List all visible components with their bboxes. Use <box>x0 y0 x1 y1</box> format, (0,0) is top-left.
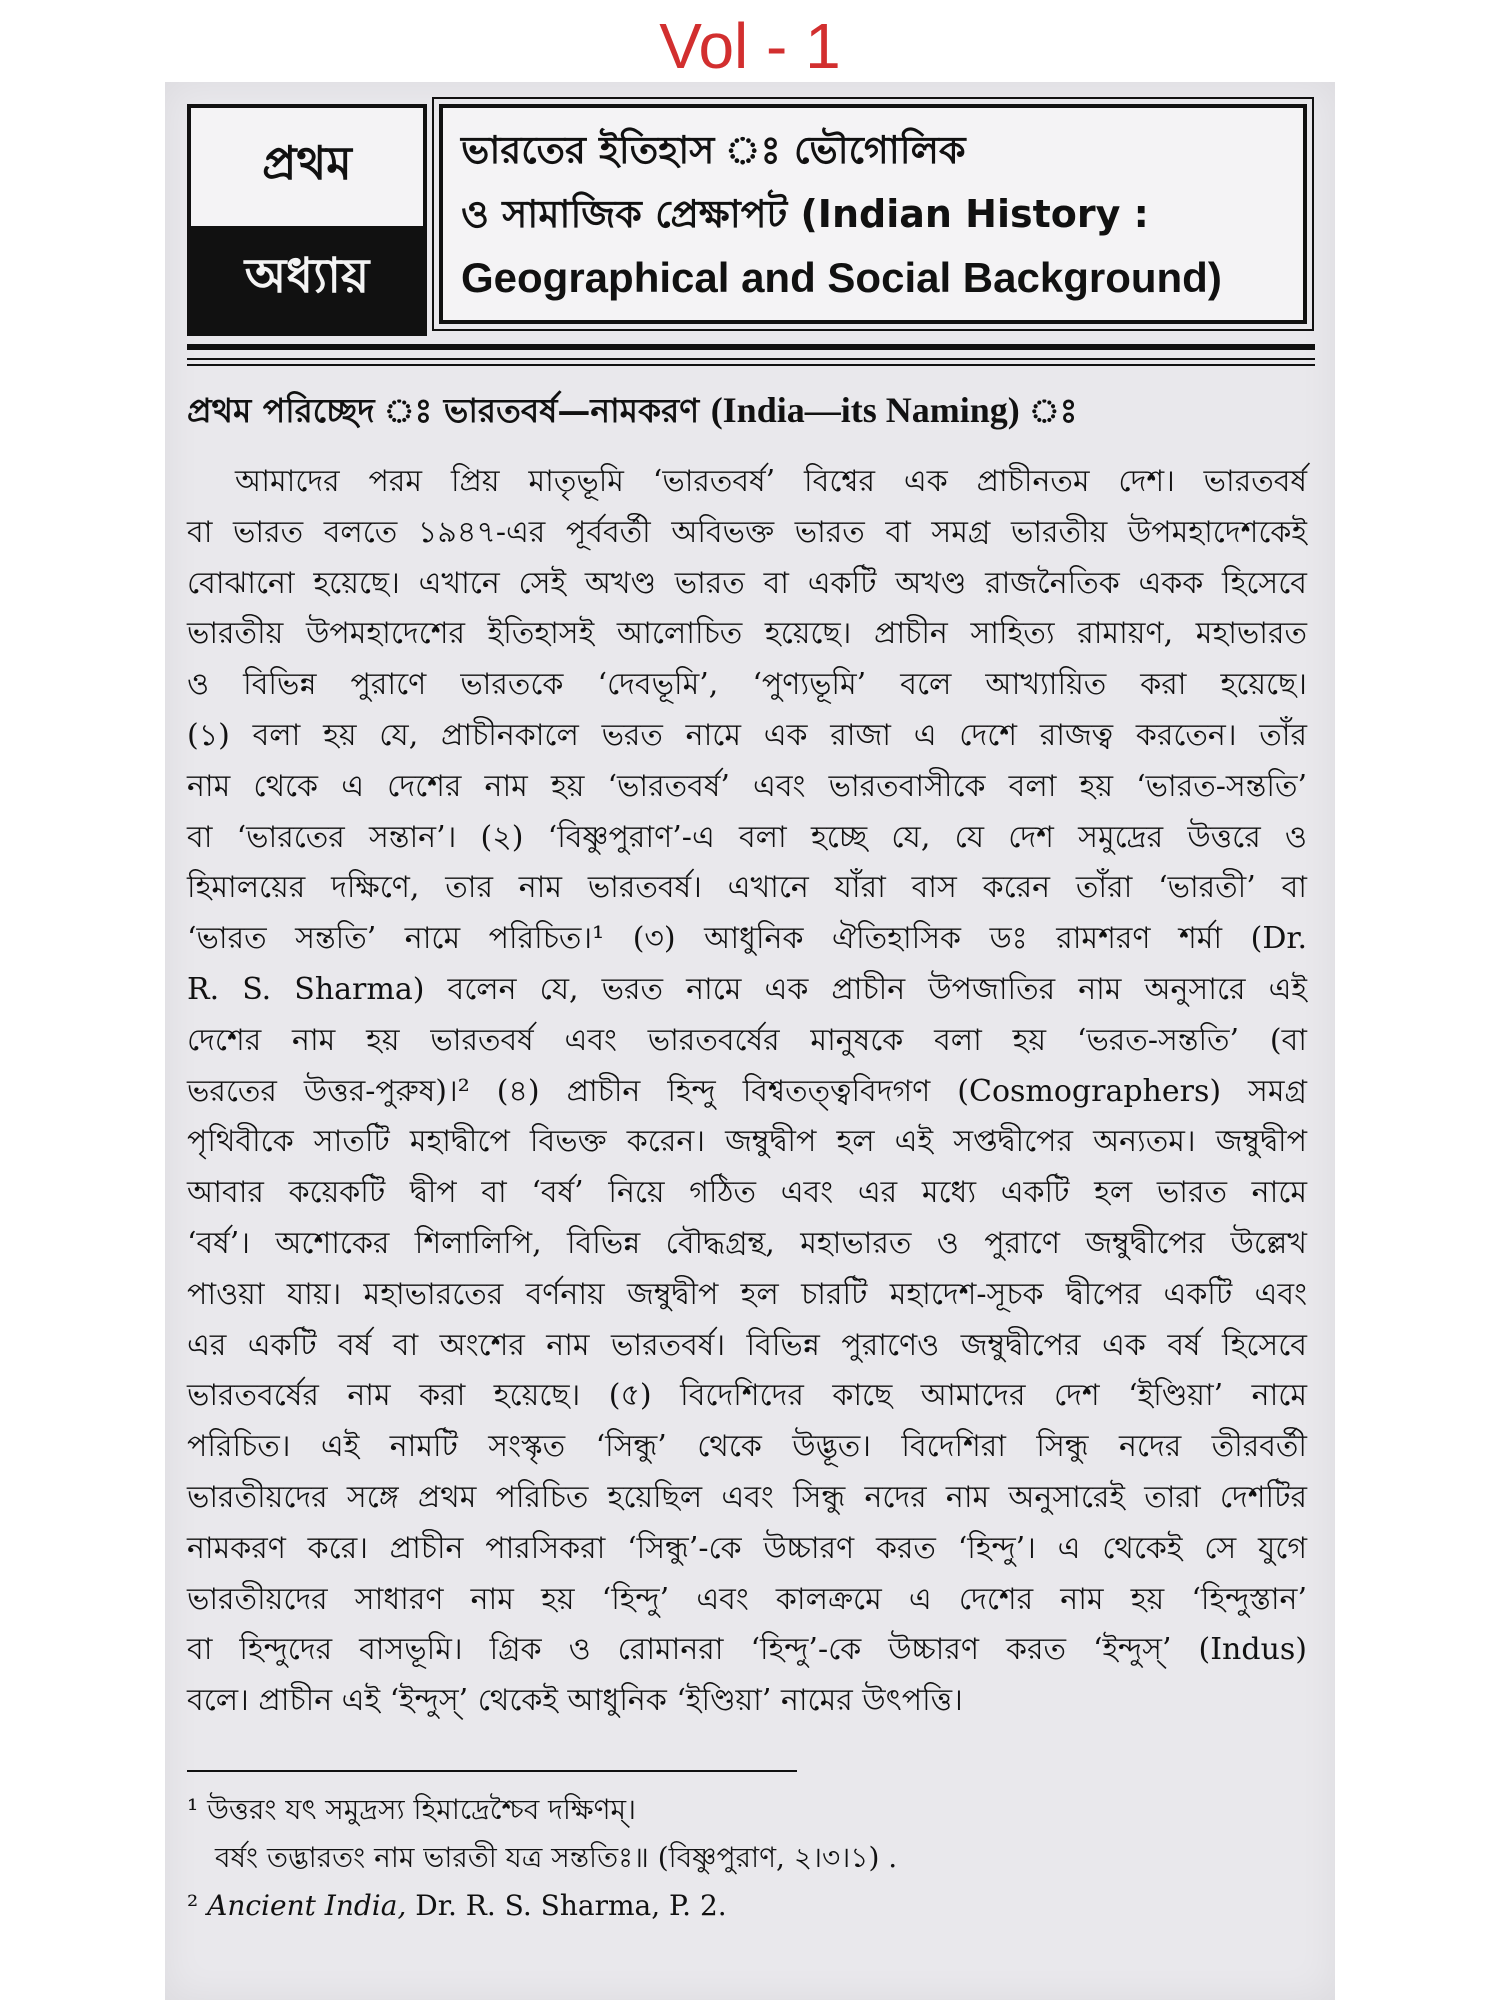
footnote-2-rest: Dr. R. S. Sharma, P. 2. <box>406 1889 727 1922</box>
body-line: হিমালয়ের দক্ষিণে, তার নাম ভারতবর্ষ। এখানে যাঁরা বাস করেন তাঁরা ‘ভারতী’ বা <box>187 870 1307 906</box>
chapter-title-line-3: Geographical and Social Background) <box>461 254 1222 301</box>
body-line: বা ভারত বলতে ১৯৪৭-এর পূর্ববর্তী অবিভক্ত ভারত বা সমগ্র ভারতীয় উপমহাদেশকেই <box>187 514 1307 550</box>
footnotes <box>187 1770 1315 1930</box>
header-divider-thin-2 <box>187 364 1315 366</box>
body-line: R. S. Sharma) বলেন যে, ভরত নামে এক প্রাচীন উপজাতির নাম অনুসারে এই <box>187 971 1307 1007</box>
book-page <box>165 82 1335 2000</box>
section-heading-tail: ঃ <box>1019 391 1078 430</box>
body-line: ভারতীয়দের সাধারণ নাম হয় ‘হিন্দু’ এবং কালক্রমে এ দেশের নাম হয় ‘হিন্দুস্তান’ <box>187 1581 1307 1617</box>
chapter-number-top: প্রথম <box>262 136 352 190</box>
volume-label: Vol - 1 <box>659 10 841 82</box>
body-line: ভারতবর্ষের নাম করা হয়েছে। (৫) বিদেশিদের কাছে আমাদের দেশ ‘ইণ্ডিয়া’ নামে <box>187 1378 1307 1414</box>
body-line: এর একটি বর্ষ বা অংশের নাম ভারতবর্ষ। বিভিন্ন পুরাণেও জম্বুদ্বীপের এক বর্ষ হিসেবে <box>187 1327 1307 1363</box>
body-line: পরিচিত। এই নামটি সংস্কৃত ‘সিন্ধু’ থেকে উদ্ভূত। বিদেশিরা সিন্ধু নদের তীরবর্তী <box>187 1429 1307 1465</box>
body-line: বোঝানো হয়েছে। এখানে সেই অখণ্ড ভারত বা একটি অখণ্ড রাজনৈতিক একক হিসেবে <box>187 565 1307 601</box>
body-line: বা ‘ভারতের সন্তান’। (২) ‘বিষ্ণুপুরাণ’-এ বলা হচ্ছে যে, যে দেশ সমুদ্রের উত্তরে ও <box>187 819 1307 855</box>
chapter-title-box <box>439 104 1307 324</box>
section-heading-bn: প্রথম পরিচ্ছেদ ঃ ভারতবর্ষ—নামকরণ <box>187 391 711 430</box>
chapter-title-line-1: ভারতের ইতিহাস ঃ ভৌগোলিক <box>461 128 966 172</box>
body-line: নাম থেকে এ দেশের নাম হয় ‘ভারতবর্ষ’ এবং ভারতবাসীকে বলা হয় ‘ভারত-সন্ততি’ <box>187 768 1307 804</box>
body-line: ‘বর্ষ’। অশোকের শিলালিপি, বিভিন্ন বৌদ্ধগ্রন্থ, মহাভারত ও পুরাণে জম্বুদ্বীপের উল্লেখ <box>187 1225 1307 1261</box>
body-line: বা হিন্দুদের বাসভূমি। গ্রিক ও রোমানরা ‘হিন্দু’-কে উচ্চারণ করত ‘ইন্দুস্’ (Indus) <box>187 1632 1307 1668</box>
footnote-2-marker: ² <box>187 1889 208 1922</box>
body-line: নামকরণ করে। প্রাচীন পারসিকরা ‘সিন্ধু’-কে উচ্চারণ করত ‘হিন্দু’। এ থেকেই সে যুগে <box>187 1530 1307 1566</box>
body-line: আমাদের পরম প্রিয় মাতৃভূমি ‘ভারতবর্ষ’ বিশ্বের এক প্রাচীনতম দেশ। ভারতবর্ষ <box>235 464 1307 499</box>
body-line: বলে। প্রাচীন এই ‘ইন্দুস্’ থেকেই আধুনিক ‘ইণ্ডিয়া’ নামের উৎপত্তি। <box>187 1683 963 1719</box>
body-line: ভরতের উত্তর-পুরুষ)।² (৪) প্রাচীন হিন্দু বিশ্বতত্ত্ববিদগণ (Cosmographers) সমগ্র <box>187 1073 1307 1109</box>
section-heading <box>187 382 1315 439</box>
chapter-header <box>187 104 1315 334</box>
body-paragraph <box>187 457 1307 1727</box>
footnote-2-title: Ancient India, <box>207 1889 407 1922</box>
body-line: দেশের নাম হয় ভারতবর্ষ এবং ভারতবর্ষের মানুষকে বলা হয় ‘ভরত-সন্ততি’ (বা <box>187 1022 1307 1058</box>
body-line: ‘ভারত সন্ততি’ নামে পরিচিত।¹ (৩) আধুনিক ঐতিহাসিক ডঃ রামশরণ শর্মা (Dr. <box>187 921 1307 957</box>
header-divider-thin <box>187 358 1315 360</box>
body-line: ও বিভিন্ন পুরাণে ভারতকে ‘দেবভূমি’, ‘পুণ্যভূমি’ বলে আখ্যায়িত করা হয়েছে। <box>187 667 1307 703</box>
footnote-2 <box>187 1882 1315 1930</box>
footnote-1-line-2: বর্ষং তদ্ভারতং নাম ভারতী যত্র সন্ততিঃ॥ (বিষ্ণুপুরাণ, ২।৩।১) . <box>215 1841 898 1874</box>
footnote-1-line-1: ¹ উত্তরং যৎ সমুদ্রস্য হিমাদ্রেশ্চৈব দক্ষিণম্। <box>187 1793 637 1826</box>
body-line: আবার কয়েকটি দ্বীপ বা ‘বর্ষ’ নিয়ে গঠিত এবং এর মধ্যে একটি হল ভারত নামে <box>187 1175 1307 1211</box>
body-line: পৃথিবীকে সাতটি মহাদ্বীপে বিভক্ত করেন। জম্বুদ্বীপ হল এই সপ্তদ্বীপের অন্যতম। জম্বুদ্বীপ <box>187 1124 1307 1160</box>
chapter-number-box <box>187 104 427 336</box>
chapter-title-line-2: ও সামাজিক প্রেক্ষাপট (Indian History : <box>461 192 1149 236</box>
body-line: পাওয়া যায়। মহাভারতের বর্ণনায় জম্বুদ্বীপ হল চারটি মহাদেশ-সূচক দ্বীপের একটি এবং <box>187 1276 1307 1312</box>
body-line: ভারতীয়দের সঙ্গে প্রথম পরিচিত হয়েছিল এবং সিন্ধু নদের নাম অনুসারেই তারা দেশটির <box>187 1479 1307 1515</box>
chapter-number-bottom: অধ্যায় <box>191 226 423 332</box>
header-divider-thick <box>187 344 1315 350</box>
body-line: (১) বলা হয় যে, প্রাচীনকালে ভরত নামে এক রাজা এ দেশে রাজত্ব করতেন। তাঁর <box>187 717 1307 753</box>
section-heading-en: (India—its Naming) <box>710 390 1020 430</box>
body-line: ভারতীয় উপমহাদেশের ইতিহাসই আলোচিত হয়েছে। প্রাচীন সাহিত্য রামায়ণ, মহাভারত <box>187 616 1307 652</box>
footnote-divider <box>187 1770 797 1772</box>
